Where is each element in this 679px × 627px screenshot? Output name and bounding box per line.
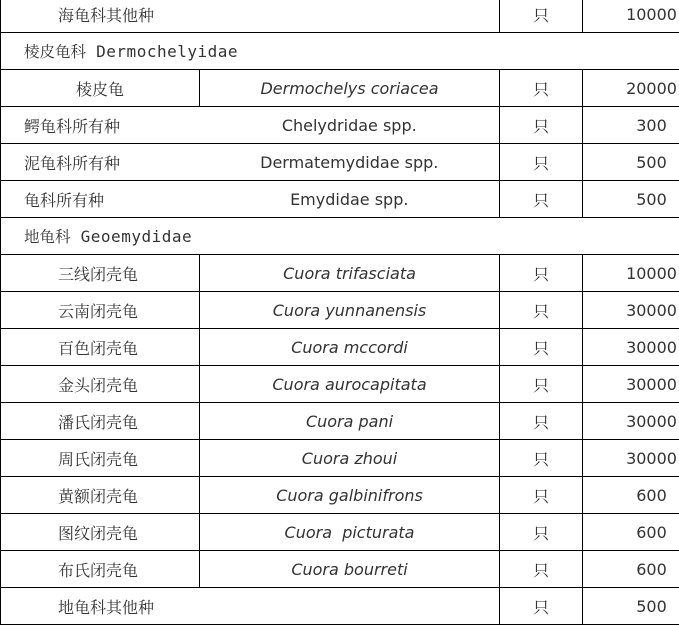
species-name-latin: Cuora galbinifrons [200, 477, 500, 514]
species-name-cn: 黄额闭壳龟 [1, 477, 200, 514]
table-row [1, 292, 679, 329]
value-cell: 30000 [583, 366, 679, 403]
species-name-cn: 百色闭壳龟 [1, 329, 200, 366]
value-cell: 600 [583, 514, 679, 551]
unit-cell: 只 [500, 588, 583, 625]
species-name-latin: Cuora zhoui [200, 440, 500, 477]
unit-cell: 只 [500, 514, 583, 551]
unit-cell: 只 [500, 107, 583, 144]
value-cell: 30000 [583, 292, 679, 329]
unit-cell: 只 [500, 440, 583, 477]
table-row [1, 0, 679, 33]
species-name-cn: 潘氏闭壳龟 [1, 403, 200, 440]
family-name-latin: Geoemydidae [80, 227, 193, 246]
species-name-latin: Dermochelys coriacea [200, 70, 500, 107]
species-name-latin: Cuora trifasciata [200, 255, 500, 292]
species-name-cn: 布氏闭壳龟 [1, 551, 200, 588]
value-cell: 10000 [583, 0, 679, 33]
species-name-cn: 地龟科其他种 [1, 588, 500, 625]
unit-cell: 只 [500, 292, 583, 329]
species-name-cn: 三线闭壳龟 [1, 255, 200, 292]
species-name-latin: Cuora picturata [200, 514, 500, 551]
value-cell: 500 [583, 588, 679, 625]
family-all-name-cn: 鳄龟科所有种 [1, 107, 200, 144]
family-all-name-latin: Dermatemydidae spp. [200, 144, 500, 181]
family-header [1, 33, 679, 70]
species-name-latin: Cuora pani [200, 403, 500, 440]
family-all-name-cn: 龟科所有种 [1, 181, 200, 218]
table-row [1, 329, 679, 366]
table-row [1, 551, 679, 588]
table-row [1, 588, 679, 625]
family-header-row [1, 218, 679, 255]
species-name-cn: 周氏闭壳龟 [1, 440, 200, 477]
value-cell: 30000 [583, 403, 679, 440]
unit-cell: 只 [500, 329, 583, 366]
value-cell: 10000 [583, 255, 679, 292]
value-cell: 30000 [583, 440, 679, 477]
table-row [1, 440, 679, 477]
table-row [1, 255, 679, 292]
family-header-row [1, 33, 679, 70]
species-name-latin: Cuora yunnanensis [200, 292, 500, 329]
unit-cell: 只 [500, 255, 583, 292]
table-row [1, 366, 679, 403]
table-row [1, 477, 679, 514]
unit-cell: 只 [500, 0, 583, 33]
value-cell: 500 [583, 181, 679, 218]
family-all-name-latin: Emydidae spp. [200, 181, 500, 218]
table-row [1, 403, 679, 440]
species-name-latin: Cuora bourreti [200, 551, 500, 588]
species-name-cn: 棱皮龟 [1, 70, 200, 107]
species-name-cn: 金头闭壳龟 [1, 366, 200, 403]
species-name-latin: Cuora aurocapitata [200, 366, 500, 403]
table-row [1, 181, 679, 218]
family-all-name-latin: Chelydridae spp. [200, 107, 500, 144]
family-name-cn: 棱皮龟科 [24, 43, 87, 61]
value-cell: 600 [583, 477, 679, 514]
unit-cell: 只 [500, 181, 583, 218]
value-cell: 300 [583, 107, 679, 144]
species-name-cn: 云南闭壳龟 [1, 292, 200, 329]
family-name-cn: 地龟科 [24, 228, 71, 246]
unit-cell: 只 [500, 70, 583, 107]
species-name-cn: 海龟科其他种 [1, 0, 500, 33]
unit-cell: 只 [500, 144, 583, 181]
unit-cell: 只 [500, 403, 583, 440]
family-name-latin: Dermochelyidae [96, 42, 239, 61]
species-name-latin: Cuora mccordi [200, 329, 500, 366]
value-cell: 20000 [583, 70, 679, 107]
table-row [1, 514, 679, 551]
family-all-name-cn: 泥龟科所有种 [1, 144, 200, 181]
family-header [1, 218, 679, 255]
unit-cell: 只 [500, 477, 583, 514]
table-row [1, 144, 679, 181]
unit-cell: 只 [500, 551, 583, 588]
value-cell: 600 [583, 551, 679, 588]
unit-cell: 只 [500, 366, 583, 403]
table-row [1, 70, 679, 107]
value-cell: 500 [583, 144, 679, 181]
table-row [1, 107, 679, 144]
species-name-cn: 图纹闭壳龟 [1, 514, 200, 551]
value-cell: 30000 [583, 329, 679, 366]
